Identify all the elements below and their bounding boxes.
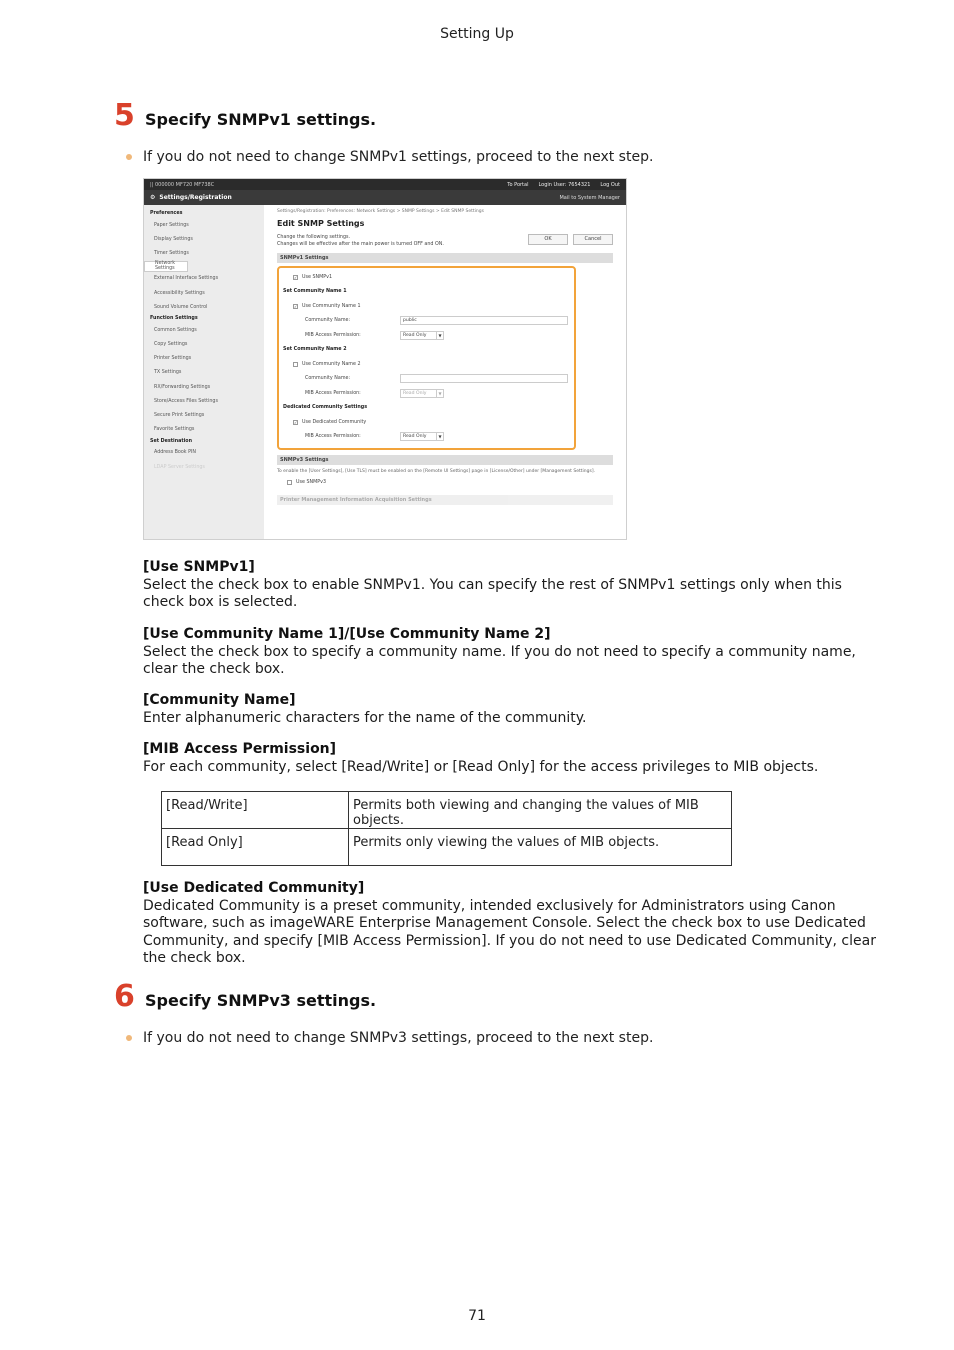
use-community2-checkbox[interactable] — [293, 362, 298, 367]
table-cell-desc: Permits only viewing the values of MIB objects. — [349, 829, 732, 866]
login-user: Login User: 7654321 — [538, 181, 591, 188]
checkbox-label: Use Community Name 1 — [302, 303, 361, 309]
definition-use-community-name — [143, 626, 885, 679]
bullet-text: If you do not need to change SNMPv3 settings, proceed to the next step. — [143, 1030, 654, 1046]
definition-term: [Use SNMPv1] — [143, 559, 255, 575]
checkbox-label: Use Dedicated Community — [302, 419, 367, 425]
dedicated-heading: Dedicated Community Settings — [283, 405, 368, 411]
device-name: || 000000 MF720 MF738C — [150, 181, 215, 188]
sidebar-item[interactable]: Secure Print Settings — [154, 413, 205, 419]
checkbox-label: Use SNMPv1 — [302, 274, 333, 280]
step-number: 5 — [114, 98, 135, 133]
definition-term: [Community Name] — [143, 692, 296, 708]
page-header: Setting Up — [440, 26, 514, 42]
page-number: 71 — [468, 1308, 486, 1324]
definition-term: [Use Community Name 1]/[Use Community Name 2] — [143, 626, 551, 642]
step-6-heading — [114, 979, 377, 1014]
field-label: Community Name: — [305, 318, 351, 324]
logout-link[interactable]: Log Out — [600, 181, 620, 188]
checkbox-label: Use SNMPv3 — [296, 479, 327, 485]
table-row — [162, 829, 732, 866]
table-cell-option: [Read Only] — [162, 829, 349, 866]
snmpv1-section-header: SNMPv1 Settings — [277, 253, 613, 263]
bullet-dot-icon — [126, 154, 132, 160]
use-snmpv3-checkbox[interactable] — [287, 480, 292, 485]
definition-desc: Enter alphanumeric characters for the name of the community. — [143, 709, 587, 726]
cancel-button[interactable]: Cancel — [573, 234, 613, 245]
snmpv3-note: To enable the [User Settings], [Use TLS] must be enabled on the [Remote UI Settings] page in [License/Other] under [Management Settings]. — [277, 469, 596, 474]
definition-term: [MIB Access Permission] — [143, 741, 337, 757]
sidebar-item[interactable]: Display Settings — [154, 236, 193, 242]
definition-community-name — [143, 692, 885, 727]
step-title: Specify SNMPv3 settings. — [145, 991, 377, 1010]
description-line: Change the following settings. — [277, 235, 351, 240]
step-6-bullet — [126, 1030, 653, 1046]
step-5-bullet — [126, 149, 653, 165]
sidebar-item[interactable]: Printer Settings — [154, 356, 192, 362]
definition-desc: For each community, select [Read/Write] or [Read Only] for the access privileges to MIB objects. — [143, 758, 819, 775]
sidebar-item-network-selected[interactable]: Network Settings — [144, 261, 188, 272]
sidebar-item[interactable]: Accessibility Settings — [154, 290, 205, 296]
community2-mib-select[interactable] — [400, 389, 444, 398]
portal-link[interactable]: To Portal — [507, 181, 529, 188]
chevron-down-icon: ▼ — [436, 332, 443, 339]
sidebar-item[interactable]: Copy Settings — [154, 342, 188, 348]
settings-main — [264, 205, 626, 540]
snmp-settings-screenshot — [143, 178, 627, 540]
chevron-down-icon: ▼ — [436, 390, 443, 397]
select-value: Read Only — [403, 390, 427, 396]
sidebar-item[interactable]: Store/Access Files Settings — [154, 398, 218, 404]
step-number: 6 — [114, 979, 135, 1014]
breadcrumb: Settings/Registration: Preferences: Network Settings > SNMP Settings > Edit SNMP Settings — [277, 209, 484, 214]
definition-use-snmpv1 — [143, 559, 885, 612]
definition-term: [Use Dedicated Community] — [143, 880, 365, 896]
definition-mib-access — [143, 741, 885, 776]
sidebar-item[interactable]: Address Book PIN — [154, 450, 196, 456]
sidebar-item[interactable]: LDAP Server Settings — [154, 464, 205, 470]
use-dedicated-checkbox[interactable]: ✓ — [294, 419, 298, 425]
community1-heading: Set Community Name 1 — [283, 289, 347, 295]
field-label: MIB Access Permission: — [305, 434, 361, 440]
sidebar-item[interactable]: Sound Volume Control — [154, 304, 208, 310]
screenshot-titlebar — [144, 190, 626, 205]
page-title: Edit SNMP Settings — [277, 219, 365, 228]
field-label: MIB Access Permission: — [305, 390, 361, 396]
community2-name-input[interactable] — [400, 374, 568, 383]
sidebar-item[interactable]: Timer Settings — [154, 250, 189, 256]
definition-desc: Select the check box to enable SNMPv1. You can specify the rest of SNMPv1 settings only when this check box is selected. — [143, 576, 842, 610]
bullet-dot-icon — [126, 1035, 132, 1041]
sidebar-item[interactable]: RX/Forwarding Settings — [154, 384, 211, 390]
sidebar-group-preferences: Preferences — [150, 211, 183, 216]
sidebar-item[interactable]: Favorite Settings — [154, 427, 195, 433]
dedicated-mib-select[interactable] — [400, 432, 444, 441]
gear-icon: ⚙ — [150, 194, 156, 201]
select-value: Read Only — [403, 332, 427, 338]
field-label: MIB Access Permission: — [305, 332, 361, 338]
snmpv3-section-header: SNMPv3 Settings — [277, 455, 613, 465]
screenshot-topbar — [144, 179, 626, 190]
ok-button[interactable]: OK — [528, 234, 568, 245]
sidebar-item[interactable]: Paper Settings — [154, 222, 189, 228]
use-snmpv1-checkbox[interactable]: ✓ — [294, 274, 298, 280]
step-title: Specify SNMPv1 settings. — [145, 110, 377, 129]
select-value: Read Only — [403, 434, 427, 440]
table-cell-desc: Permits both viewing and changing the values of MIB objects. — [349, 792, 732, 829]
definition-dedicated-community — [143, 880, 885, 968]
sidebar-item[interactable]: External Interface Settings — [154, 276, 219, 282]
highlight-frame — [277, 266, 576, 450]
step-5-heading — [114, 98, 377, 133]
settings-sidebar — [144, 205, 264, 540]
sidebar-item[interactable]: Common Settings — [154, 327, 197, 333]
use-community1-checkbox[interactable]: ✓ — [294, 303, 298, 309]
definition-desc: Dedicated Community is a preset community, intended exclusively for Administrators using Canon software, such as imageWARE Enterprise Management Console. Select the check box to use Dedicated Community, and specify [MIB Access Permission]. If you do not need to use Dedicated Community, clear the check box. — [143, 897, 876, 966]
community2-heading: Set Community Name 2 — [283, 347, 347, 353]
sidebar-group-function: Function Settings — [150, 316, 198, 322]
bullet-text: If you do not need to change SNMPv1 settings, proceed to the next step. — [143, 149, 654, 165]
community1-name-input[interactable]: public — [400, 316, 568, 325]
definition-desc: Select the check box to specify a community name. If you do not need to specify a community name, clear the check box. — [143, 643, 856, 677]
mib-permission-table — [161, 791, 732, 866]
table-cell-option: [Read/Write] — [162, 792, 349, 829]
sidebar-item[interactable]: TX Settings — [154, 370, 182, 376]
table-row — [162, 792, 732, 829]
field-label: Community Name: — [305, 376, 351, 382]
mail-link[interactable]: Mail to System Manager — [559, 194, 620, 201]
description-line: Changes will be effective after the main power is turned OFF and ON. — [277, 242, 444, 247]
community1-mib-select[interactable] — [400, 331, 444, 340]
sidebar-group-destination: Set Destination — [150, 438, 192, 444]
checkbox-label: Use Community Name 2 — [302, 361, 361, 367]
settings-title: Settings/Registration — [159, 194, 232, 201]
printer-management-section-header: Printer Management Information Acquisition Settings — [277, 495, 613, 505]
chevron-down-icon: ▼ — [436, 433, 443, 440]
